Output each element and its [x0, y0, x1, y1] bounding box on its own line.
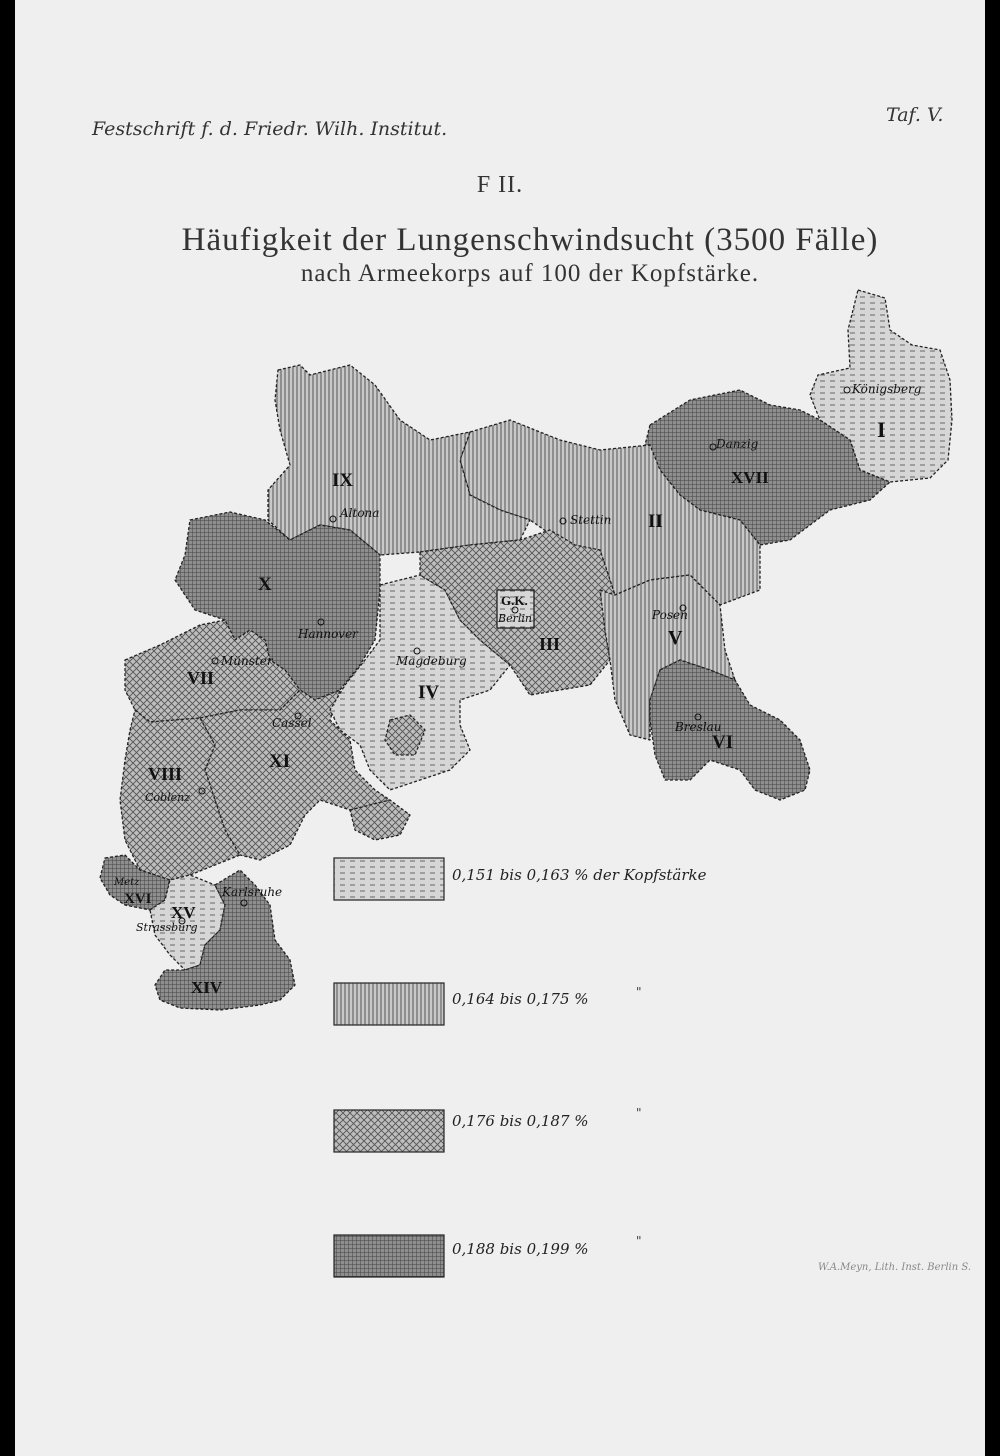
legend-label-1: 0,151 bis 0,163 % der Kopfstärke [452, 866, 707, 884]
city-danzig: Danzig [716, 437, 759, 451]
city-hannover: Hannover [298, 627, 358, 641]
city-koenigsberg: Königsberg [852, 382, 922, 396]
city-cassel: Cassel [272, 716, 312, 730]
label-corps-V: V [668, 627, 683, 649]
city-stettin: Stettin [570, 513, 612, 527]
plate-number: Taf. V. [886, 104, 944, 126]
lithographer-imprint: W.A.Meyn, Lith. Inst. Berlin S. [818, 1262, 972, 1273]
city-altona: Altona [340, 506, 380, 520]
label-corps-IV: IV [418, 682, 440, 703]
label-corps-IX: IX [332, 470, 354, 491]
city-karlsruhe: Karlsruhe [222, 885, 283, 899]
map-title: Häufigkeit der Lungenschwindsucht (3500 Fälle) [181, 222, 879, 258]
legend-swatch-4 [334, 1235, 444, 1277]
label-corps-XIV: XIV [191, 978, 223, 997]
label-corps-VI: VI [712, 732, 734, 753]
city-breslau: Breslau [675, 720, 722, 734]
publication-header: Festschrift f. d. Friedr. Wilh. Institut. [92, 118, 448, 140]
label-corps-I: I [877, 417, 886, 442]
label-corps-XI: XI [269, 751, 291, 772]
label-corps-XVI: XVI [124, 891, 152, 907]
label-corps-III: III [539, 634, 561, 654]
figure-number: F II. [476, 172, 524, 198]
city-magdeburg: Magdeburg [396, 654, 467, 668]
legend-ditto-3: " [636, 1106, 642, 1120]
legend-label-2: 0,164 bis 0,175 % [452, 990, 589, 1008]
legend-ditto-2: " [636, 985, 642, 999]
legend-swatch-1 [334, 858, 444, 900]
label-corps-XVII: XVII [731, 468, 769, 487]
label-corps-X: X [258, 574, 272, 595]
city-berlin: Berlin [498, 612, 532, 625]
legend-swatch-2 [334, 983, 444, 1025]
label-corps-II: II [648, 511, 663, 532]
city-muenster: Münster [221, 654, 273, 668]
label-corps-XV: XV [171, 903, 196, 922]
city-metz: Metz [114, 877, 140, 888]
legend-label-4: 0,188 bis 0,199 % [452, 1240, 589, 1258]
map-subtitle: nach Armeekorps auf 100 der Kopfstärke. [300, 260, 760, 287]
legend-swatch-3 [334, 1110, 444, 1152]
label-corps-VIII: VIII [148, 764, 183, 784]
label-corps-VII: VII [187, 668, 215, 688]
city-strassburg: Strassburg [136, 921, 198, 934]
region-corps-VI [650, 660, 810, 800]
city-coblenz: Coblenz [145, 791, 190, 804]
label-garde-korps: G.K. [501, 593, 528, 608]
legend-ditto-4: " [636, 1234, 642, 1248]
city-posen: Posen [652, 608, 688, 622]
legend-label-3: 0,176 bis 0,187 % [452, 1112, 589, 1130]
